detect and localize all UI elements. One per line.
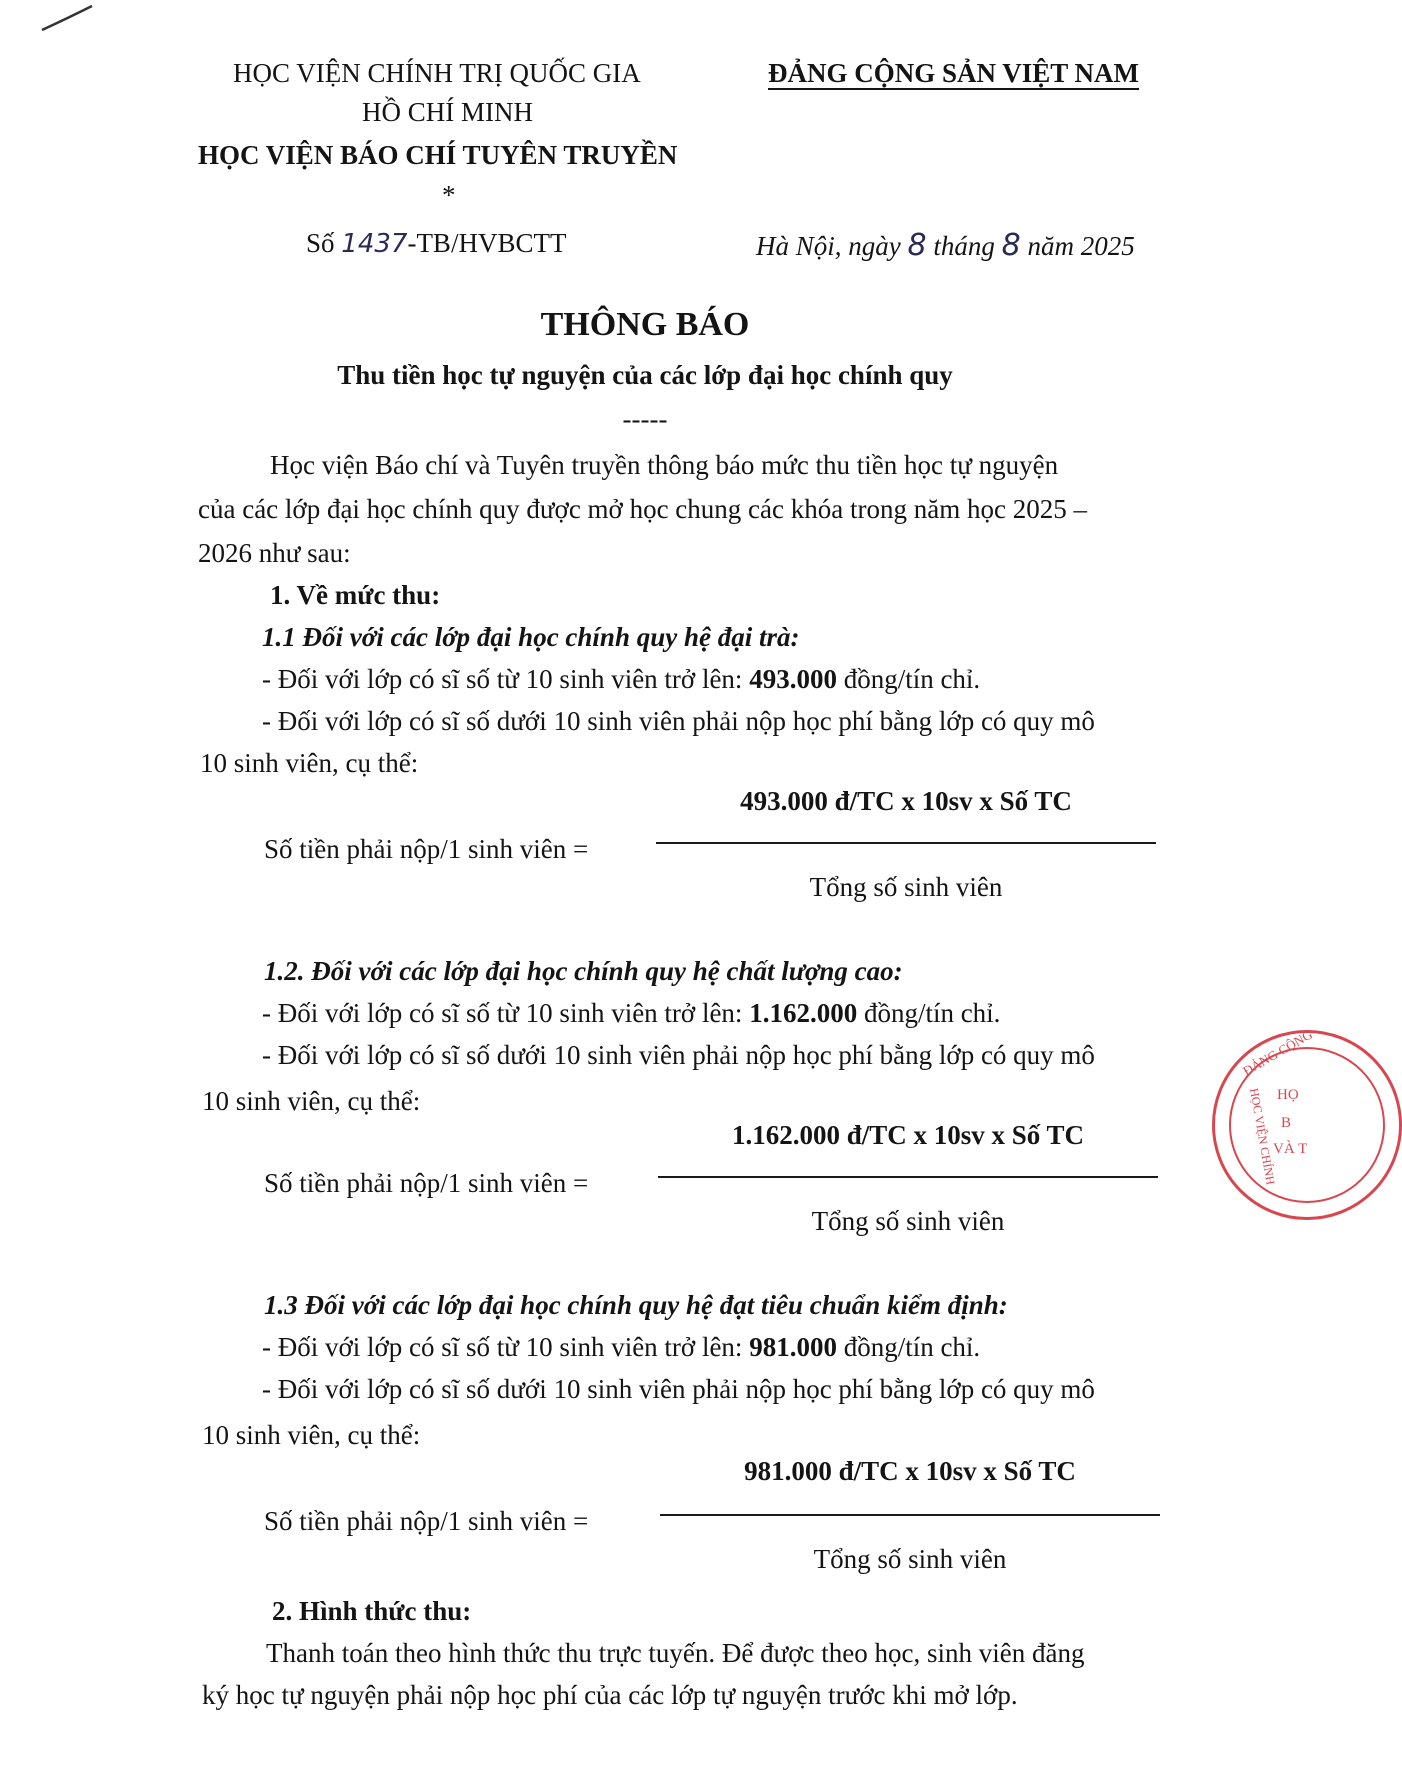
official-stamp bbox=[1212, 1026, 1402, 1220]
doc-number-suffix: -TB/HVBCTT bbox=[407, 228, 567, 258]
sub2-heading: 1.2. Đối với các lớp đại học chính quy hệ chất lượng cao: bbox=[264, 956, 903, 986]
intro-line-3: 2026 như sau: bbox=[198, 538, 351, 568]
sub1-line-1-suffix: đồng/tín chỉ. bbox=[836, 664, 981, 694]
doc-date bbox=[756, 228, 1135, 263]
doc-number bbox=[306, 228, 566, 259]
doc-number-prefix: Số bbox=[306, 228, 335, 258]
sub3-line-2: - Đối với lớp có sĩ số dưới 10 sinh viên phải nộp học phí bằng lớp có quy mô bbox=[262, 1374, 1095, 1404]
intro-line-2: của các lớp đại học chính quy được mở học chung các khóa trong năm học 2025 – bbox=[198, 494, 1087, 524]
header-star: * bbox=[442, 180, 456, 210]
sub1-fraction-line bbox=[656, 842, 1156, 844]
intro-line-1: Học viện Báo chí và Tuyên truyền thông báo mức thu tiền học tự nguyện bbox=[270, 450, 1059, 480]
title-separator: ----- bbox=[622, 404, 668, 434]
org-line-3: HỌC VIỆN BÁO CHÍ TUYÊN TRUYỀN bbox=[198, 140, 678, 170]
section1-heading: 1. Về mức thu: bbox=[270, 580, 441, 610]
sub3-heading: 1.3 Đối với các lớp đại học chính quy hệ đạt tiêu chuẩn kiểm định: bbox=[264, 1290, 1008, 1320]
date-year: năm 2025 bbox=[1027, 231, 1135, 261]
section2-line-2: ký học tự nguyện phải nộp học phí của các lớp tự nguyện trước khi mở lớp. bbox=[202, 1680, 1018, 1710]
party-name: ĐẢNG CỘNG SẢN VIỆT NAM bbox=[768, 58, 1140, 88]
sub1-line-3: 10 sinh viên, cụ thể: bbox=[200, 748, 419, 778]
stamp-ring-text-2: HỌC VIỆN CHÍNH bbox=[1246, 1087, 1278, 1186]
stamp-center-line-3: VÀ T bbox=[1273, 1141, 1308, 1157]
sub3-fraction-line bbox=[660, 1514, 1160, 1516]
sub2-line-2: - Đối với lớp có sĩ số dưới 10 sinh viên phải nộp học phí bằng lớp có quy mô bbox=[262, 1040, 1095, 1070]
doc-subtitle: Thu tiền học tự nguyện của các lớp đại học chính quy bbox=[337, 360, 953, 390]
sub1-amount: 493.000 bbox=[749, 664, 837, 694]
date-place: Hà Nội, ngày bbox=[756, 231, 901, 261]
section2-line-1: Thanh toán theo hình thức thu trực tuyến. Để được theo học, sinh viên đăng bbox=[266, 1638, 1085, 1668]
doc-title: THÔNG BÁO bbox=[540, 306, 750, 343]
stamp-clip bbox=[1212, 1026, 1315, 1260]
sub2-amount: 1.162.000 bbox=[749, 998, 858, 1028]
stamp-ring-text: ĐẢNG CỘNG bbox=[1240, 1026, 1315, 1079]
sub3-formula-numerator: 981.000 đ/TC x 10sv x Số TC bbox=[744, 1456, 1076, 1486]
sub2-line-1-suffix: đồng/tín chỉ. bbox=[857, 998, 1001, 1028]
sub3-formula-label: Số tiền phải nộp/1 sinh viên = bbox=[264, 1506, 589, 1536]
section2-heading: 2. Hình thức thu: bbox=[272, 1596, 472, 1626]
date-month-label: tháng bbox=[933, 231, 995, 261]
sub3-line-1 bbox=[262, 1332, 980, 1363]
sub1-formula-numerator: 493.000 đ/TC x 10sv x Số TC bbox=[740, 786, 1072, 816]
sub1-line-1-prefix: - Đối với lớp có sĩ số từ 10 sinh viên trở lên: bbox=[262, 664, 750, 694]
doc-number-handwritten: 1437 bbox=[341, 229, 408, 259]
sub2-line-1-prefix: - Đối với lớp có sĩ số từ 10 sinh viên trở lên: bbox=[262, 998, 750, 1028]
org-line-1: HỌC VIỆN CHÍNH TRỊ QUỐC GIA bbox=[233, 58, 641, 88]
sub1-line-1 bbox=[262, 664, 980, 695]
sub3-formula-denominator: Tổng số sinh viên bbox=[813, 1544, 1007, 1574]
sub2-formula-label: Số tiền phải nộp/1 sinh viên = bbox=[264, 1168, 589, 1198]
date-day: 8 bbox=[907, 228, 927, 263]
sub2-formula-numerator: 1.162.000 đ/TC x 10sv x Số TC bbox=[731, 1120, 1085, 1150]
stamp-center-line-2: B bbox=[1281, 1115, 1292, 1131]
sub3-line-1-suffix: đồng/tín chỉ. bbox=[836, 1332, 981, 1362]
sub3-line-1-prefix: - Đối với lớp có sĩ số từ 10 sinh viên trở lên: bbox=[262, 1332, 750, 1362]
sub3-line-3: 10 sinh viên, cụ thể: bbox=[202, 1420, 421, 1450]
sub1-heading: 1.1 Đối với các lớp đại học chính quy hệ đại trà: bbox=[262, 622, 800, 652]
stamp-center-line-1: HỌ bbox=[1277, 1087, 1299, 1103]
sub1-line-2: - Đối với lớp có sĩ số dưới 10 sinh viên phải nộp học phí bằng lớp có quy mô bbox=[262, 706, 1095, 736]
pen-stroke-mark bbox=[38, 0, 98, 40]
sub1-formula-denominator: Tổng số sinh viên bbox=[809, 872, 1003, 902]
org-line-2: HỒ CHÍ MINH bbox=[362, 97, 533, 127]
sub3-amount: 981.000 bbox=[749, 1332, 837, 1362]
sub2-line-1 bbox=[262, 998, 1000, 1029]
sub2-fraction-line bbox=[658, 1176, 1158, 1178]
sub1-formula-label: Số tiền phải nộp/1 sinh viên = bbox=[264, 834, 589, 864]
sub2-formula-denominator: Tổng số sinh viên bbox=[811, 1206, 1005, 1236]
date-month: 8 bbox=[1001, 228, 1021, 263]
sub2-line-3: 10 sinh viên, cụ thể: bbox=[202, 1086, 421, 1116]
